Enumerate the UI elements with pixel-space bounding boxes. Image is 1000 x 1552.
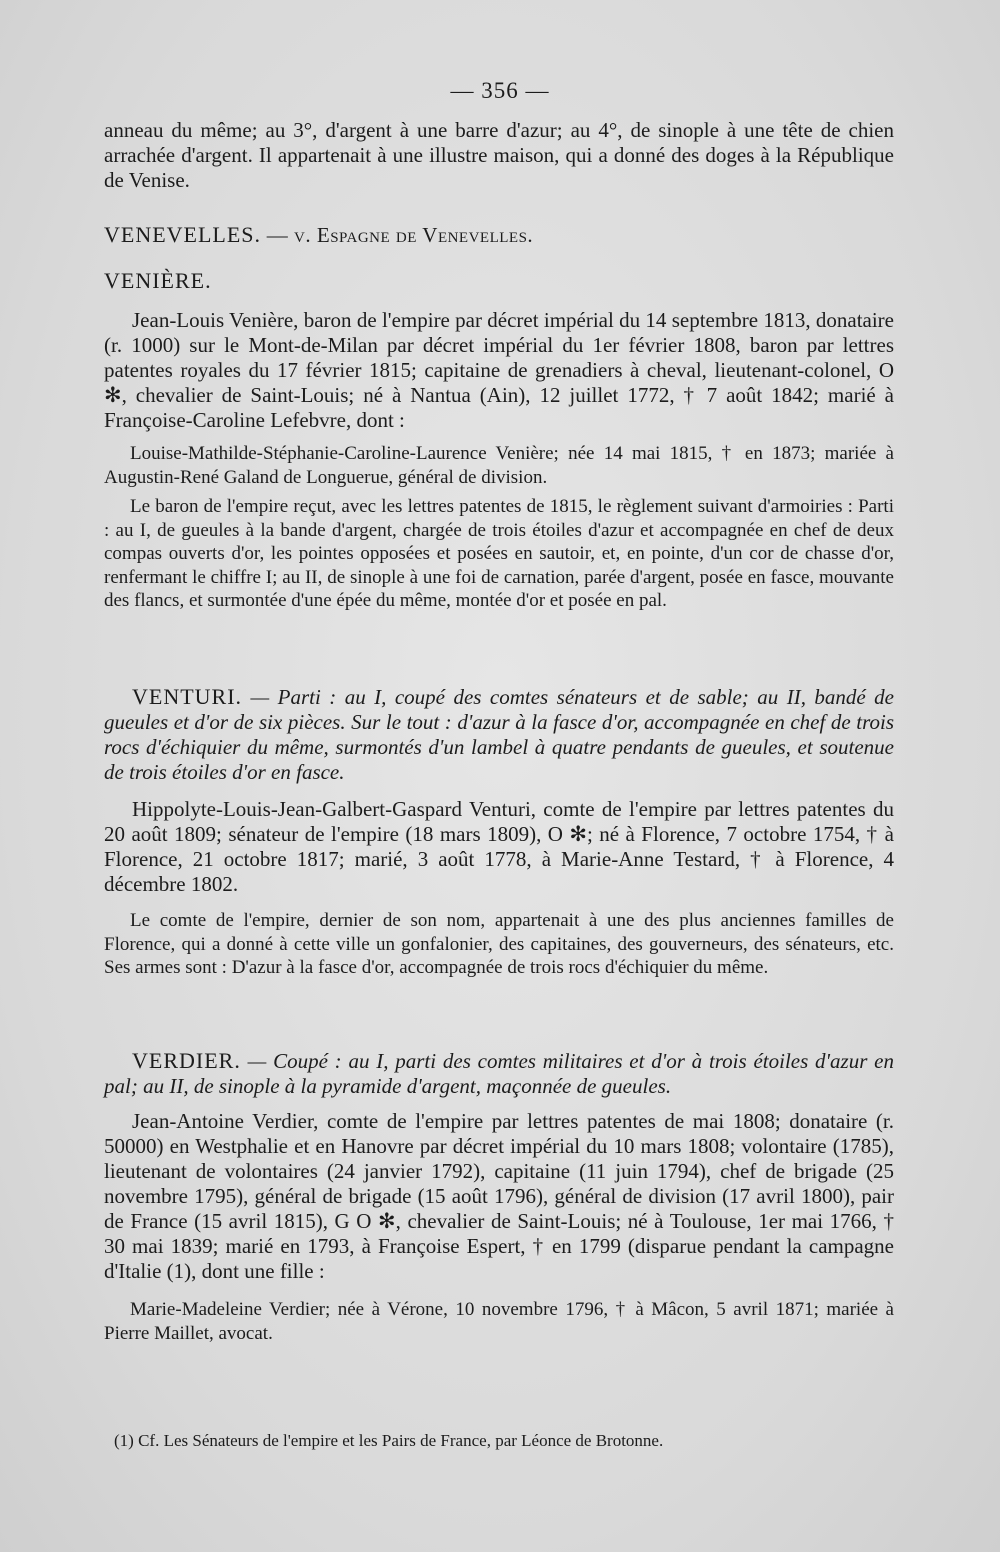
paragraph: Louise-Mathilde-Stéphanie-Caroline-Laurence Venière; née 14 mai 1815, † en 1873; mariée à Augustin-René Galand de Longuerue, général de division. [104,443,894,488]
paragraph: Le baron de l'empire reçut, avec les lettres patentes de 1815, le règlement suivant d'armoiries : Parti : au I, de gueules à la bande d'argent, chargée de trois étoiles d'azur et accompagnée en chef de deux compas ouverts d'or, les pointes opposées et posées en sautoir, et, en pointe, d'un cor de chasse d'or, renfermant le chiffre I; au II, de sinople à une foi de carnation, parée d'argent, posée en fasce, mouvante des flancs, et surmontée d'une épée du même, montée d'or et posée en pal. [104,496,894,611]
paragraph: Jean-Antoine Verdier, comte de l'empire par lettres patentes de mai 1808; donataire (r. 50000) en Westphalie et en Hanovre par décret impérial du 10 mars 1808; volontaire (1785), lieutenant de volontaires (24 janvier 1792), capitaine (11 juin 1794), chef de brigade (25 novembre 1795), général de brigade (15 août 1796), général de division (17 avril 1800), pair de France (15 avril 1815), G O ✻, chevalier de Saint-Louis; né à Toulouse, 1er mai 1766, † 30 mai 1839; marié en 1793, à Françoise Espert, † en 1799 (disparue pendant la campagne d'Italie (1), dont une fille : [104,1109,894,1283]
entry-venturi [104,684,894,980]
entry-venevelles [104,222,894,248]
entry-verdier [104,1048,894,1345]
entry-heading: VERDIER. [132,1048,241,1073]
arms-description: — Parti : au I, coupé des comtes sénateurs et de sable; au II, bandé de gueules et d'or de six pièces. Sur le tout : d'azur à la fasce d'or, accompagnée en chef de trois rocs d'échiquier du même, surmontés d'un lambel à quatre pendants de gueules, et soutenue de trois étoiles d'or en fasce. [104,685,894,784]
arms-description: — Coupé : au I, parti des comtes militaires et d'or à trois étoiles d'azur en pal; au II, de sinople à la pyramide d'argent, maçonnée de gueules. [104,1049,894,1098]
paragraph: Jean-Louis Venière, baron de l'empire par décret impérial du 14 septembre 1813, donataire (r. 1000) sur le Mont-de-Milan par décret impérial du 1er février 1808, baron par lettres patentes royales du 17 février 1815; capitaine de grenadiers à cheval, lieutenant-colonel, O ✻, chevalier de Saint-Louis; né à Nantua (Ain), 12 juillet 1772, † 7 août 1842; marié à Françoise-Caroline Lefebvre, dont : [104,308,894,432]
cross-reference: — v. Espagne de Venevelles. [261,223,534,247]
entry-heading: VENIÈRE. [104,268,212,293]
page-number: — 356 — [450,78,550,103]
entry-veniere [104,268,894,613]
paragraph: anneau du même; au 3°, d'argent à une barre d'azur; au 4°, de sinople à une tête de chien arrachée d'argent. Il appartenait à une illustre maison, qui a donné des doges à la République de Venise. [104,118,894,192]
footnote-text: (1) Cf. Les Sénateurs de l'empire et les Pairs de France, par Léonce de Brotonne. [114,1431,664,1450]
entry-heading: VENTURI. [132,684,243,709]
footnote [104,1430,894,1452]
paragraph: Le comte de l'empire, dernier de son nom, appartenait à une des plus anciennes familles de Florence, qui a donné à cette ville un gonfalonier, des capitaines, des gouverneurs, des sénateurs, etc. Ses armes sont : D'azur à la fasce d'or, accompagnée de trois rocs d'échiquier du même. [104,910,894,978]
paragraph: Hippolyte-Louis-Jean-Galbert-Gaspard Venturi, comte de l'empire par lettres patentes du 20 août 1809; sénateur de l'empire (18 mars 1809), O ✻; né à Florence, 7 octobre 1754, † à Florence, 21 octobre 1817; marié, 3 août 1778, à Marie-Anne Testard, † à Florence, 4 décembre 1802. [104,797,894,896]
entry-heading: VENEVELLES. [104,222,262,247]
continued-paragraph [104,118,894,193]
paragraph: Marie-Madeleine Verdier; née à Vérone, 10 novembre 1796, † à Mâcon, 5 avril 1871; mariée à Pierre Maillet, avocat. [104,1299,894,1344]
